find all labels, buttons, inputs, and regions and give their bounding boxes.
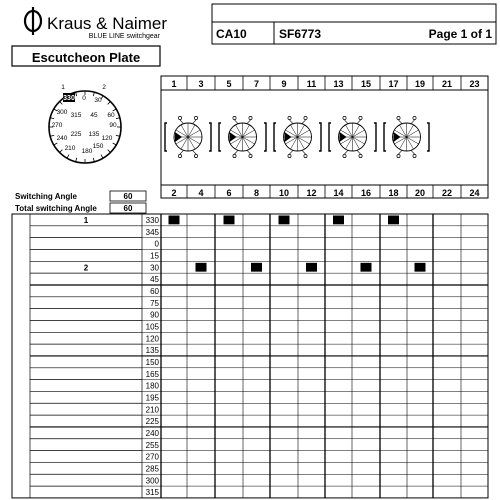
- switching-table: [12, 214, 488, 498]
- contact-number-top: 13: [333, 79, 344, 89]
- escutcheon-dial: [49, 84, 121, 163]
- dial-tick: [113, 143, 116, 145]
- table-row: [30, 273, 488, 284]
- contact-number-top: 3: [198, 79, 204, 89]
- page-indicator: Page 1 of 1: [428, 27, 492, 41]
- position-angle: 30: [150, 263, 159, 273]
- dial-label: 270: [51, 122, 63, 129]
- contact-number-top: 7: [253, 79, 260, 89]
- position-angle: 90: [150, 310, 159, 320]
- contact-deck-symbol: [384, 116, 429, 157]
- position-angle: 60: [150, 286, 159, 296]
- dial-tick: [60, 102, 63, 105]
- contact-number-bottom: 20: [414, 188, 426, 198]
- drawing-number: SF6773: [279, 27, 322, 41]
- position-angle: 45: [150, 275, 159, 285]
- position-angle: 150: [145, 357, 159, 367]
- brand-name: Kraus & Naimer: [47, 14, 167, 33]
- contact-number-bottom: 24: [469, 188, 480, 198]
- contact-closed-marker: [169, 216, 180, 225]
- position-angle: 240: [145, 428, 159, 438]
- contact-area-frame: [161, 76, 488, 198]
- table-row: [30, 344, 488, 355]
- contact-number-bottom: 8: [253, 188, 260, 198]
- position-name: 2: [83, 263, 89, 273]
- dial-label: 90: [109, 122, 117, 129]
- dial-tick: [108, 102, 111, 105]
- dial-label: 0: [82, 95, 86, 102]
- position-angle: 225: [145, 417, 159, 427]
- dial-label: 315: [70, 112, 82, 119]
- position-angle: 105: [145, 322, 159, 332]
- position-angle: 270: [145, 452, 159, 462]
- total-angle-label: Total switching Angle: [15, 204, 97, 213]
- contact-number-bottom: 22: [441, 188, 453, 198]
- dial-label: 2: [102, 84, 106, 91]
- dial-label: 300: [56, 109, 68, 116]
- contact-deck-symbol: [165, 116, 211, 157]
- contact-number-bottom: 4: [198, 188, 204, 198]
- table-row: [30, 297, 488, 308]
- table-row: [30, 439, 488, 450]
- switching-angle-label: Switching Angle: [15, 192, 77, 201]
- contact-number-bottom: 14: [333, 188, 344, 198]
- dial-label: 45: [90, 112, 98, 119]
- contact-closed-marker: [279, 216, 290, 225]
- contact-closed-marker: [333, 216, 344, 225]
- contact-number-top: 23: [469, 79, 480, 89]
- contact-closed-marker: [388, 216, 399, 225]
- position-angle: 120: [145, 334, 159, 344]
- dial-label: 135: [88, 131, 100, 138]
- contact-deck-symbol: [274, 116, 321, 157]
- position-angle: 210: [145, 405, 159, 415]
- table-row: [30, 332, 488, 343]
- position-angle: 165: [145, 369, 159, 379]
- table-row: [30, 368, 488, 379]
- contact-closed-marker: [196, 263, 207, 272]
- escutcheon-title: Escutcheon Plate: [31, 50, 141, 65]
- position-angle: 315: [145, 488, 159, 498]
- table-row: [30, 285, 488, 296]
- dial-label: 150: [92, 143, 104, 150]
- position-angle: 0: [154, 239, 159, 249]
- dial-label: 225: [70, 131, 82, 138]
- contact-symbols: [165, 116, 429, 157]
- contact-number-top: 9: [281, 79, 287, 89]
- position-angle: 255: [145, 440, 159, 450]
- table-row: [30, 309, 488, 320]
- dial-label: 30: [94, 97, 102, 104]
- table-row: [30, 320, 488, 331]
- position-name: 1: [83, 216, 89, 225]
- brand-tagline: BLUE LINE switchgear: [88, 33, 160, 40]
- table-row: [30, 380, 488, 391]
- dial-label: 120: [101, 135, 113, 142]
- contact-number-top: 19: [414, 79, 426, 89]
- table-row: [30, 226, 488, 237]
- table-row: [30, 356, 488, 367]
- dial-label: 60: [107, 112, 115, 119]
- dial-label: 180: [81, 148, 93, 155]
- dial-tick: [67, 155, 69, 158]
- table-row: [30, 474, 488, 485]
- table-row: [30, 249, 488, 260]
- contact-deck-symbol: [219, 116, 266, 157]
- table-row: [30, 238, 488, 249]
- dial-tick: [101, 155, 103, 158]
- switching-angle-value: 60: [123, 192, 133, 201]
- contact-number-top: 11: [306, 79, 317, 89]
- brand-logo: [25, 7, 41, 35]
- dial-tick: [60, 150, 63, 153]
- dial-tick: [113, 109, 116, 111]
- position-angle: 195: [145, 393, 159, 403]
- contact-number-bottom: 10: [278, 188, 290, 198]
- contact-number-top: 21: [441, 79, 453, 89]
- dial-label: 330: [63, 95, 75, 102]
- contact-number-bottom: 12: [306, 188, 317, 198]
- total-angle-value: 60: [123, 204, 133, 213]
- table-row: [30, 415, 488, 426]
- table-row: [30, 462, 488, 473]
- contact-closed-marker: [251, 263, 262, 272]
- table-row: [30, 403, 488, 414]
- position-angle: 345: [145, 227, 159, 237]
- table-row: [30, 261, 488, 272]
- position-angle: 75: [150, 298, 159, 308]
- angle-panel: [15, 191, 146, 213]
- contact-number-bottom: 18: [388, 188, 399, 198]
- dial-label: 210: [64, 145, 76, 152]
- contact-closed-marker: [224, 216, 235, 225]
- dial-label: 1: [61, 84, 65, 91]
- table-row: [30, 486, 488, 497]
- dial-label: 240: [56, 135, 68, 142]
- position-angle: 300: [145, 476, 159, 486]
- dial-tick: [54, 143, 57, 145]
- position-angle: 15: [150, 251, 159, 261]
- table-row: [30, 391, 488, 402]
- contact-deck-symbol: [329, 116, 376, 157]
- contact-number-bottom: 2: [171, 188, 177, 198]
- model-number: CA10: [216, 27, 247, 41]
- contact-number-bottom: 16: [360, 188, 372, 198]
- contact-number-top: 17: [388, 79, 399, 89]
- contact-number-bottom: 6: [226, 188, 232, 198]
- contact-closed-marker: [415, 263, 426, 272]
- position-angle: 180: [145, 381, 159, 391]
- position-angle: 330: [145, 216, 159, 225]
- contact-closed-marker: [306, 263, 317, 272]
- position-angle: 285: [145, 464, 159, 474]
- table-row: [30, 451, 488, 462]
- table-row: [30, 427, 488, 438]
- dial-tick: [108, 150, 111, 153]
- contact-number-top: 1: [171, 79, 177, 89]
- contact-number-top: 5: [226, 79, 232, 89]
- contact-closed-marker: [361, 263, 372, 272]
- contact-number-top: 15: [360, 79, 372, 89]
- position-angle: 135: [145, 346, 159, 356]
